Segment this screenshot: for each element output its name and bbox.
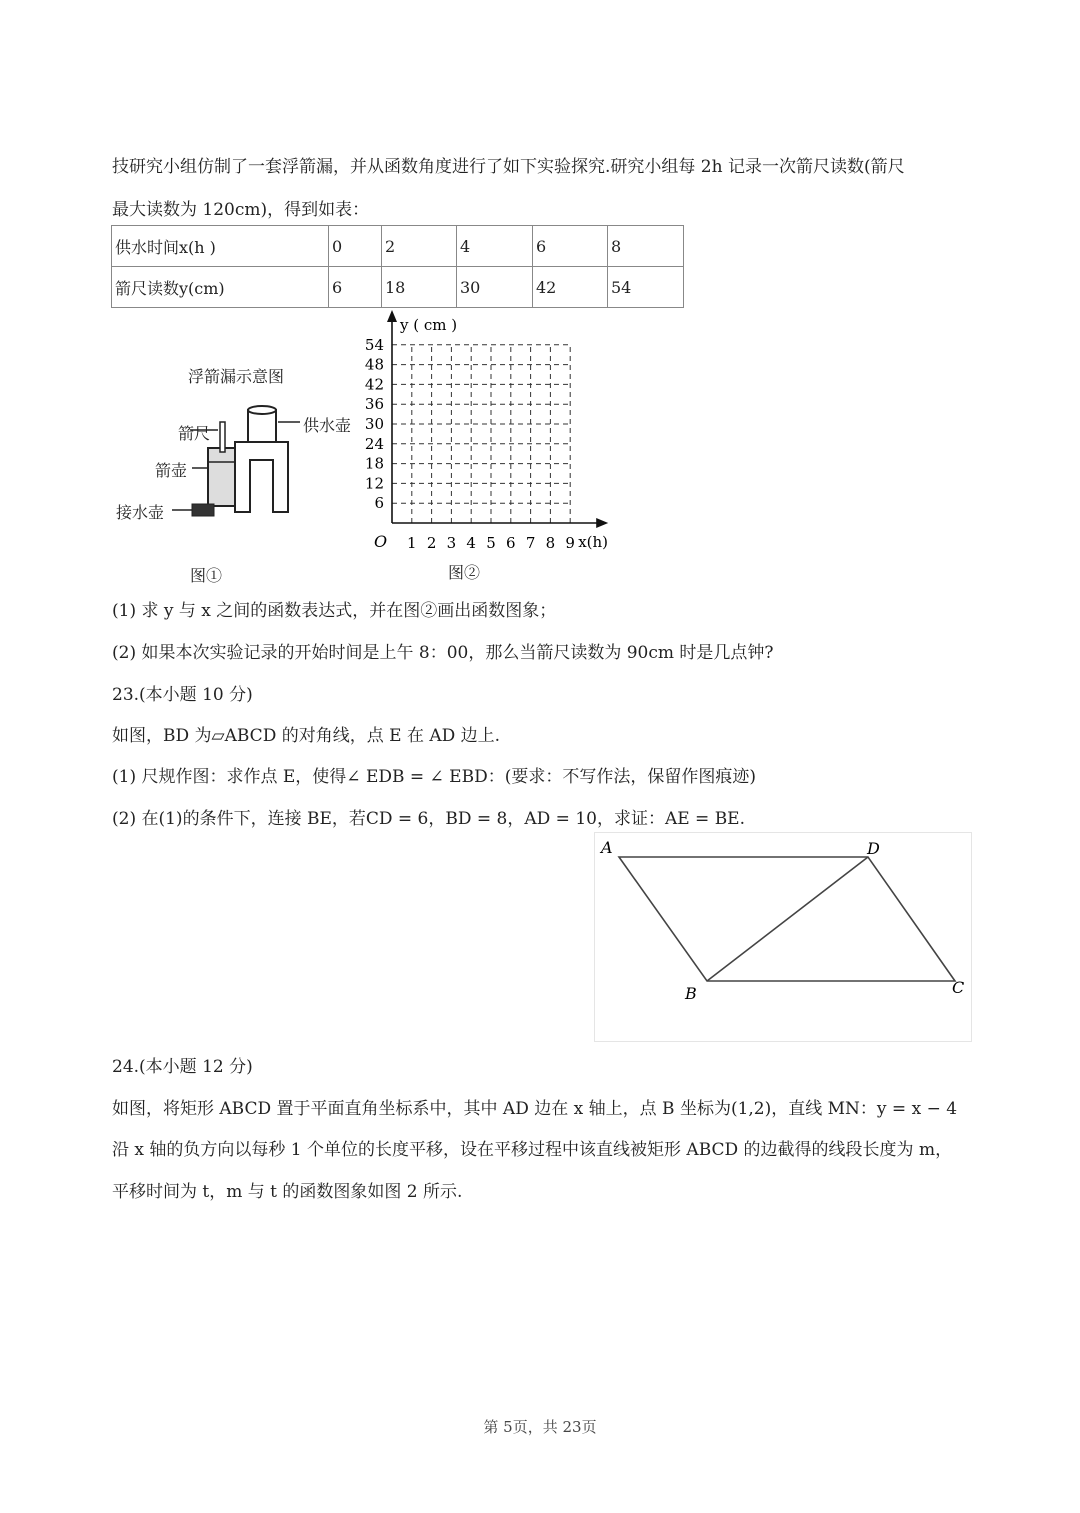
q24-line-1: 如图，将矩形 ABCD 置于平面直角坐标系中，其中 AD 边在 x 轴上，点 B 坐标为(1,2)，直线 MN：y = x − 4 [112, 1099, 958, 1119]
y-axis-arrow [387, 310, 397, 322]
table-cell: 8 [608, 226, 684, 267]
y-axis-label: y ( cm ) [400, 316, 458, 334]
y-tick-label: 54 [364, 335, 384, 354]
y-tick-label: 6 [374, 494, 384, 513]
x-axis-arrow [596, 518, 608, 528]
coordinate-grid [360, 310, 620, 555]
table-row [112, 267, 684, 308]
q23-stem: 如图，BD 为▱ABCD 的对角线，点 E 在 AD 边上. [112, 726, 501, 746]
q23-part2: (2) 在(1)的条件下，连接 BE，若CD = 6，BD = 8，AD = 10，求证：AE = BE. [112, 809, 746, 829]
table-cell: 6 [329, 267, 382, 308]
table-cell: 54 [608, 267, 684, 308]
arrow-ruler-label: 箭尺 [178, 424, 211, 443]
y-tick-label: 30 [364, 415, 384, 433]
data-table [111, 225, 684, 308]
table-cell: 2 [382, 226, 457, 267]
intro-line-2: 最大读数为 120cm)，得到如表： [112, 200, 370, 220]
table-cell: 箭尺读数y(cm) [112, 267, 329, 308]
q24-line-3: 平移时间为 t，m 与 t 的函数图象如图 2 所示. [112, 1182, 463, 1202]
vertex-d-label: D [867, 839, 880, 858]
q23-part1: (1) 尺规作图：求作点 E，使得∠ EDB = ∠ EBD：(要求：不写作法，保留作图痕迹) [112, 767, 756, 787]
x-tick-label: 1 [407, 534, 417, 552]
x-tick-label: 3 [446, 534, 457, 552]
vertex-a-label: A [601, 838, 613, 857]
table-cell: 42 [533, 267, 608, 308]
intro-line-1: 技研究小组仿制了一套浮箭漏，并从函数角度进行了如下实验探究.研究小组每 2h 记录一次箭尺读数(箭尺 [112, 157, 905, 177]
table-cell: 30 [457, 267, 533, 308]
table-cell: 18 [382, 267, 457, 308]
supply-pot-label: 供水壶 [303, 416, 352, 435]
q22-part2: (2) 如果本次实验记录的开始时间是上午 8：00，那么当箭尺读数为 90cm 时是几点钟? [112, 643, 774, 663]
x-tick-label: 6 [506, 534, 516, 552]
origin-label: O [374, 532, 388, 551]
arrow-pot-label: 箭壶 [155, 461, 188, 480]
table-row [112, 226, 684, 267]
q24-heading: 24.(本小题 12 分) [112, 1057, 253, 1077]
x-tick-label: 5 [486, 534, 496, 552]
parallelogram-svg [595, 833, 971, 1041]
figure1-title: 浮箭漏示意图 [188, 367, 285, 386]
y-tick-label: 36 [364, 395, 384, 414]
diagonal-bd [707, 857, 868, 981]
y-tick-label: 12 [364, 474, 384, 493]
q24-line-2: 沿 x 轴的负方向以每秒 1 个单位的长度平移，设在平移过程中该直线被矩形 ABCD 的边截得的线段长度为 m， [112, 1140, 953, 1160]
table-cell: 6 [533, 226, 608, 267]
y-tick-label: 48 [364, 355, 384, 374]
page-number: 第 5页，共 23页 [483, 1418, 597, 1436]
x-tick-label: 2 [426, 534, 437, 552]
x-tick-label: 7 [525, 534, 536, 552]
y-tick-label: 18 [364, 454, 384, 473]
vertex-b-label: B [685, 984, 697, 1003]
table-cell: 供水时间x(h ) [112, 226, 329, 267]
table-cell: 0 [329, 226, 382, 267]
x-tick-label: 9 [565, 534, 575, 552]
q23-heading: 23.(本小题 10 分) [112, 685, 253, 705]
y-tick-label: 24 [364, 434, 384, 453]
y-tick-label: 42 [364, 375, 384, 394]
q22-part1: (1) 求 y 与 x 之间的函数表达式，并在图②画出函数图象； [112, 601, 557, 621]
figure2-caption: 图② [448, 563, 481, 582]
table-cell: 4 [457, 226, 533, 267]
x-tick-label: 8 [545, 534, 556, 552]
vertex-c-label: C [952, 978, 965, 997]
parallelogram-figure [594, 832, 972, 1042]
figure1-caption: 图① [190, 566, 223, 585]
receive-pot-label: 接水壶 [116, 503, 165, 522]
x-tick-label: 4 [466, 534, 476, 552]
x-axis-label: x(h) [578, 533, 609, 551]
